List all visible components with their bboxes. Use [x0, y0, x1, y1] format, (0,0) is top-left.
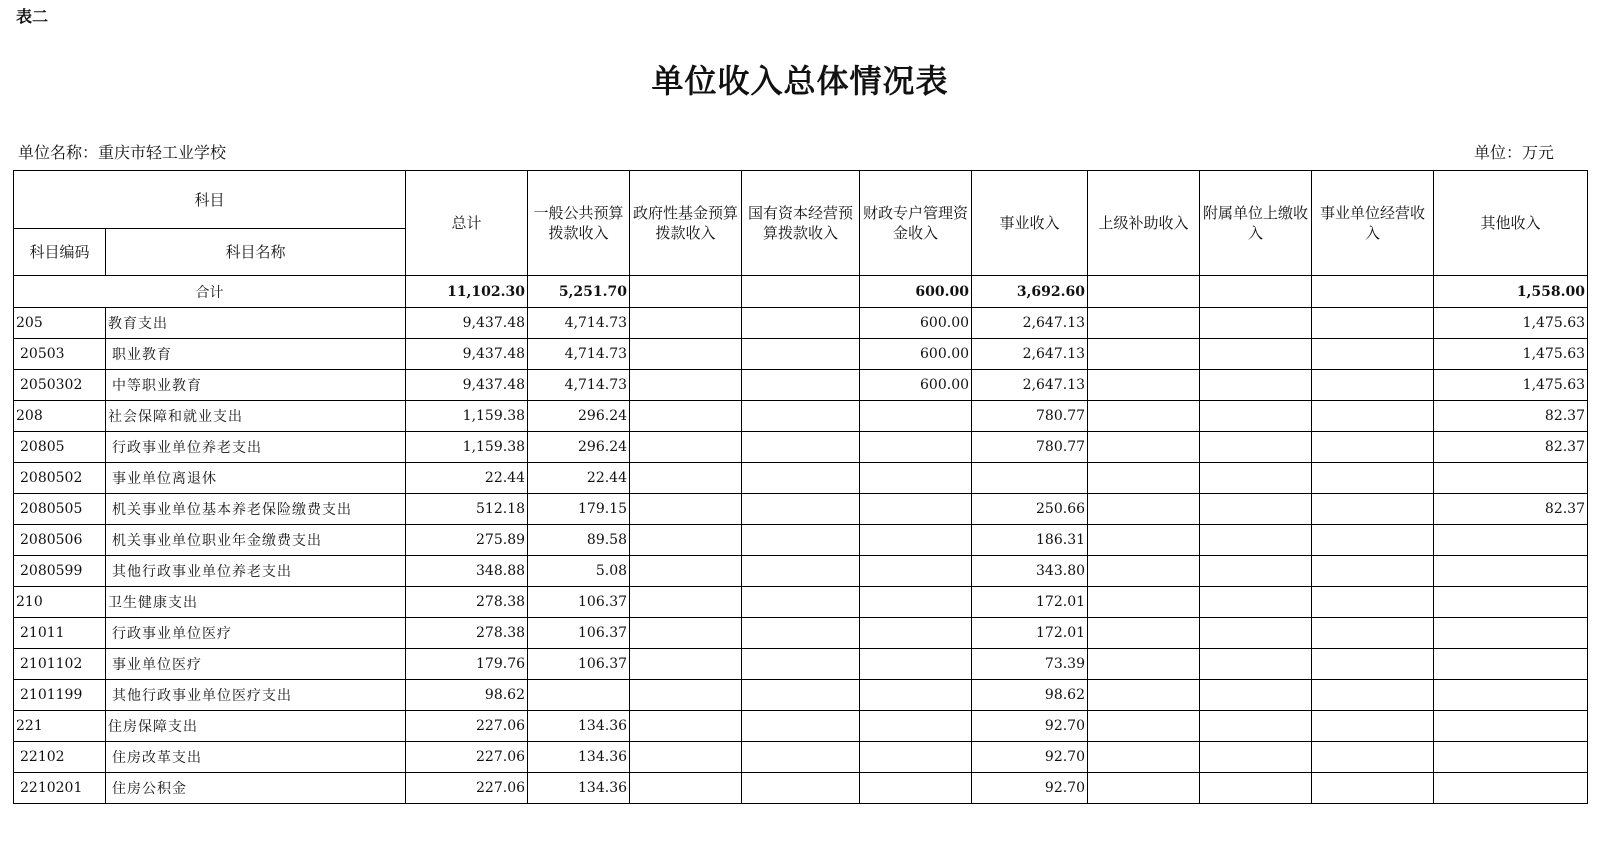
amount-cell: [1200, 463, 1312, 494]
table-row: [14, 525, 1588, 556]
amount-cell: [1200, 618, 1312, 649]
amount-cell: [1200, 525, 1312, 556]
header-total: 总计: [406, 171, 528, 276]
total-cell: [1312, 276, 1434, 308]
header-superior-subsidy: 上级补助收入: [1088, 171, 1200, 276]
table-row: [14, 494, 1588, 525]
amount-cell: [1434, 463, 1588, 494]
amount-cell: 780.77: [972, 432, 1088, 463]
total-cell: 600.00: [860, 276, 972, 308]
subject-code-cell: 22102: [14, 742, 106, 773]
amount-cell: 348.88: [406, 556, 528, 587]
page-title: 单位收入总体情况表: [651, 62, 949, 100]
total-cell: [1200, 276, 1312, 308]
header-gov-fund-budget: 政府性基金预算拨款收入: [630, 171, 742, 276]
amount-cell: [1200, 711, 1312, 742]
amount-cell: [860, 494, 972, 525]
amount-cell: 22.44: [406, 463, 528, 494]
amount-cell: [1312, 339, 1434, 370]
header-fiscal-special-account: 财政专户管理资金收入: [860, 171, 972, 276]
amount-cell: 106.37: [528, 649, 630, 680]
total-cell: [630, 276, 742, 308]
subject-code-cell: 20805: [14, 432, 106, 463]
amount-cell: [1200, 680, 1312, 711]
amount-cell: [1312, 587, 1434, 618]
amount-cell: 9,437.48: [406, 308, 528, 339]
amount-cell: [1434, 649, 1588, 680]
amount-cell: [630, 339, 742, 370]
table-row: [14, 401, 1588, 432]
total-cell: 11,102.30: [406, 276, 528, 308]
header-affiliate-payment: 附属单位上缴收入: [1200, 171, 1312, 276]
amount-cell: 1,159.38: [406, 401, 528, 432]
subject-code-cell: 2080502: [14, 463, 106, 494]
amount-cell: 179.15: [528, 494, 630, 525]
amount-cell: [1434, 742, 1588, 773]
table-row: [14, 339, 1588, 370]
amount-cell: [860, 587, 972, 618]
subject-code-cell: 21011: [14, 618, 106, 649]
amount-cell: [1200, 401, 1312, 432]
table-row: [14, 432, 1588, 463]
amount-cell: [1088, 618, 1200, 649]
amount-cell: [1200, 649, 1312, 680]
amount-cell: 278.38: [406, 587, 528, 618]
amount-cell: [1088, 401, 1200, 432]
amount-cell: 98.62: [972, 680, 1088, 711]
amount-cell: [1088, 339, 1200, 370]
amount-cell: [742, 742, 860, 773]
header-subject: 科目: [14, 171, 406, 229]
header-business-operation: 事业单位经营收入: [1312, 171, 1434, 276]
amount-cell: 1,475.63: [1434, 339, 1588, 370]
subject-code-cell: 2101102: [14, 649, 106, 680]
amount-cell: 82.37: [1434, 494, 1588, 525]
amount-cell: [742, 618, 860, 649]
amount-cell: 22.44: [528, 463, 630, 494]
amount-cell: [742, 773, 860, 804]
total-cell: 3,692.60: [972, 276, 1088, 308]
amount-cell: [528, 680, 630, 711]
amount-cell: 98.62: [406, 680, 528, 711]
table-row: [14, 587, 1588, 618]
unit-name-label: 单位名称：重庆市轻工业学校: [18, 143, 227, 162]
amount-cell: [1200, 432, 1312, 463]
amount-cell: 172.01: [972, 587, 1088, 618]
header-business-income: 事业收入: [972, 171, 1088, 276]
subject-name-cell: 住房改革支出: [106, 742, 406, 773]
amount-cell: [630, 370, 742, 401]
subject-name-cell: 教育支出: [106, 308, 406, 339]
subject-name-cell: 机关事业单位职业年金缴费支出: [106, 525, 406, 556]
total-cell: 5,251.70: [528, 276, 630, 308]
amount-cell: [1200, 587, 1312, 618]
amount-cell: [1200, 370, 1312, 401]
table-number-label: 表二: [16, 7, 49, 26]
amount-cell: [1312, 308, 1434, 339]
subject-code-cell: 2101199: [14, 680, 106, 711]
amount-cell: [1088, 525, 1200, 556]
amount-cell: 2,647.13: [972, 308, 1088, 339]
amount-cell: [630, 680, 742, 711]
table-row: [14, 463, 1588, 494]
amount-cell: 1,475.63: [1434, 308, 1588, 339]
amount-cell: [860, 680, 972, 711]
table-row: [14, 742, 1588, 773]
subject-name-cell: 机关事业单位基本养老保险缴费支出: [106, 494, 406, 525]
amount-cell: [1312, 494, 1434, 525]
amount-cell: [860, 742, 972, 773]
amount-cell: [1312, 680, 1434, 711]
amount-cell: 134.36: [528, 742, 630, 773]
amount-cell: [1200, 308, 1312, 339]
amount-cell: 296.24: [528, 432, 630, 463]
amount-cell: [1434, 711, 1588, 742]
amount-cell: 296.24: [528, 401, 630, 432]
table-row: [14, 556, 1588, 587]
amount-cell: [1312, 711, 1434, 742]
table-row: [14, 711, 1588, 742]
amount-cell: [742, 649, 860, 680]
subject-code-cell: 20503: [14, 339, 106, 370]
amount-cell: [1088, 494, 1200, 525]
amount-cell: [1088, 711, 1200, 742]
amount-cell: [1434, 556, 1588, 587]
subject-name-cell: 卫生健康支出: [106, 587, 406, 618]
amount-cell: 275.89: [406, 525, 528, 556]
table-row: [14, 618, 1588, 649]
amount-cell: [972, 463, 1088, 494]
header-subject-code: 科目编码: [14, 229, 106, 276]
amount-cell: 2,647.13: [972, 370, 1088, 401]
subject-name-cell: 行政事业单位养老支出: [106, 432, 406, 463]
subject-code-cell: 208: [14, 401, 106, 432]
amount-cell: 1,475.63: [1434, 370, 1588, 401]
amount-cell: 9,437.48: [406, 370, 528, 401]
amount-cell: [1088, 680, 1200, 711]
amount-cell: [1200, 773, 1312, 804]
amount-cell: [860, 649, 972, 680]
income-table: [13, 170, 1588, 804]
header-state-capital-budget: 国有资本经营预算拨款收入: [742, 171, 860, 276]
amount-cell: 1,159.38: [406, 432, 528, 463]
subject-code-cell: 210: [14, 587, 106, 618]
table-row: [14, 370, 1588, 401]
amount-cell: [742, 401, 860, 432]
header-other-income: 其他收入: [1434, 171, 1588, 276]
total-cell: [742, 276, 860, 308]
table-row: [14, 773, 1588, 804]
amount-cell: 179.76: [406, 649, 528, 680]
amount-cell: 278.38: [406, 618, 528, 649]
amount-cell: 92.70: [972, 773, 1088, 804]
amount-cell: 343.80: [972, 556, 1088, 587]
subject-code-cell: 221: [14, 711, 106, 742]
amount-cell: [630, 432, 742, 463]
amount-cell: 227.06: [406, 711, 528, 742]
total-cell: 1,558.00: [1434, 276, 1588, 308]
subject-name-cell: 行政事业单位医疗: [106, 618, 406, 649]
amount-cell: [742, 525, 860, 556]
amount-cell: [1200, 742, 1312, 773]
table-row: [14, 680, 1588, 711]
subject-name-cell: 社会保障和就业支出: [106, 401, 406, 432]
subject-code-cell: 205: [14, 308, 106, 339]
total-label: 合计: [14, 276, 406, 308]
subject-code-cell: 2210201: [14, 773, 106, 804]
amount-cell: [630, 556, 742, 587]
amount-cell: 227.06: [406, 742, 528, 773]
amount-cell: [630, 494, 742, 525]
amount-cell: 4,714.73: [528, 308, 630, 339]
amount-cell: [630, 773, 742, 804]
amount-cell: [1312, 401, 1434, 432]
amount-cell: [742, 432, 860, 463]
subject-name-cell: 其他行政事业单位养老支出: [106, 556, 406, 587]
amount-cell: [860, 711, 972, 742]
amount-cell: [1434, 680, 1588, 711]
amount-cell: [1312, 742, 1434, 773]
amount-cell: 172.01: [972, 618, 1088, 649]
amount-cell: [1434, 773, 1588, 804]
amount-cell: [1088, 370, 1200, 401]
subject-name-cell: 其他行政事业单位医疗支出: [106, 680, 406, 711]
amount-cell: [860, 618, 972, 649]
subject-code-cell: 2050302: [14, 370, 106, 401]
amount-cell: 9,437.48: [406, 339, 528, 370]
subject-name-cell: 事业单位离退休: [106, 463, 406, 494]
amount-cell: [742, 463, 860, 494]
amount-cell: [1088, 773, 1200, 804]
total-cell: [1088, 276, 1200, 308]
subject-name-cell: 中等职业教育: [106, 370, 406, 401]
amount-cell: 2,647.13: [972, 339, 1088, 370]
amount-cell: [742, 494, 860, 525]
amount-cell: [630, 401, 742, 432]
amount-cell: [1200, 339, 1312, 370]
amount-cell: 780.77: [972, 401, 1088, 432]
amount-cell: [1434, 587, 1588, 618]
amount-cell: [630, 618, 742, 649]
total-row: [14, 276, 1588, 308]
subject-code-cell: 2080599: [14, 556, 106, 587]
amount-cell: 106.37: [528, 587, 630, 618]
amount-cell: 600.00: [860, 370, 972, 401]
amount-cell: 89.58: [528, 525, 630, 556]
amount-cell: [1088, 649, 1200, 680]
amount-cell: [630, 525, 742, 556]
table-row: [14, 308, 1588, 339]
subject-name-cell: 住房公积金: [106, 773, 406, 804]
amount-cell: [742, 556, 860, 587]
amount-cell: [630, 742, 742, 773]
amount-cell: 106.37: [528, 618, 630, 649]
amount-cell: [1088, 432, 1200, 463]
amount-cell: [860, 525, 972, 556]
amount-cell: [630, 463, 742, 494]
amount-cell: [742, 587, 860, 618]
subject-name-cell: 职业教育: [106, 339, 406, 370]
amount-cell: 82.37: [1434, 401, 1588, 432]
amount-cell: [1312, 618, 1434, 649]
amount-cell: [1312, 525, 1434, 556]
amount-cell: [1312, 556, 1434, 587]
amount-cell: [742, 339, 860, 370]
amount-cell: 73.39: [972, 649, 1088, 680]
amount-cell: [1088, 463, 1200, 494]
amount-cell: [630, 587, 742, 618]
subject-name-cell: 住房保障支出: [106, 711, 406, 742]
amount-cell: [860, 463, 972, 494]
amount-cell: [742, 711, 860, 742]
subject-code-cell: 2080506: [14, 525, 106, 556]
amount-cell: 134.36: [528, 711, 630, 742]
amount-cell: [630, 649, 742, 680]
amount-cell: [742, 308, 860, 339]
amount-cell: 250.66: [972, 494, 1088, 525]
amount-cell: [860, 556, 972, 587]
amount-cell: [1312, 370, 1434, 401]
amount-cell: [630, 308, 742, 339]
subject-name-cell: 事业单位医疗: [106, 649, 406, 680]
amount-cell: [860, 401, 972, 432]
amount-cell: 227.06: [406, 773, 528, 804]
header-subject-name: 科目名称: [106, 229, 406, 276]
amount-cell: [1434, 618, 1588, 649]
amount-cell: [630, 711, 742, 742]
amount-cell: [1312, 432, 1434, 463]
table-row: [14, 649, 1588, 680]
amount-cell: 92.70: [972, 711, 1088, 742]
amount-cell: [1088, 587, 1200, 618]
amount-cell: [1200, 494, 1312, 525]
amount-cell: 92.70: [972, 742, 1088, 773]
header-general-public-budget: 一般公共预算拨款收入: [528, 171, 630, 276]
unit-label: 单位：万元: [1473, 143, 1554, 162]
table-body: [14, 276, 1588, 804]
amount-cell: 600.00: [860, 308, 972, 339]
amount-cell: [1312, 773, 1434, 804]
amount-cell: [742, 680, 860, 711]
amount-cell: [1088, 742, 1200, 773]
amount-cell: 4,714.73: [528, 370, 630, 401]
amount-cell: 4,714.73: [528, 339, 630, 370]
amount-cell: [1088, 556, 1200, 587]
amount-cell: [1434, 525, 1588, 556]
amount-cell: 186.31: [972, 525, 1088, 556]
amount-cell: 82.37: [1434, 432, 1588, 463]
amount-cell: [1312, 649, 1434, 680]
amount-cell: [1312, 463, 1434, 494]
amount-cell: 512.18: [406, 494, 528, 525]
amount-cell: 600.00: [860, 339, 972, 370]
amount-cell: [1088, 308, 1200, 339]
amount-cell: [1200, 556, 1312, 587]
amount-cell: 134.36: [528, 773, 630, 804]
amount-cell: [860, 432, 972, 463]
amount-cell: [742, 370, 860, 401]
table-header: [14, 171, 1588, 276]
amount-cell: [860, 773, 972, 804]
amount-cell: 5.08: [528, 556, 630, 587]
subject-code-cell: 2080505: [14, 494, 106, 525]
